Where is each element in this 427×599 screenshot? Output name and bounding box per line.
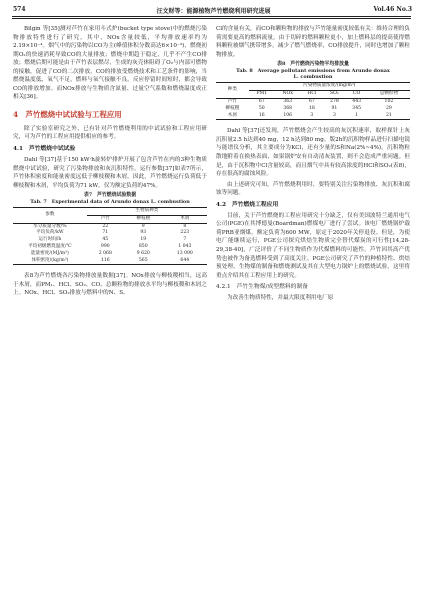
table-caption-en: Tab. 8 Average pollutant emissions from Arundo donax xyxy=(236,67,390,74)
paragraph: 为改善生物质特性，并最大限度利用电厂原 xyxy=(227,295,334,302)
table-cell: 29 xyxy=(385,105,392,111)
header-rule xyxy=(12,16,411,17)
paragraph: Dahl 等[37]还发现，芦竹燃烧会产生较高的灰沉积速率，取样探针上灰沉积量2.5 h达到40 mg，12 h达到80 mg。版2h的沉积物样品进行扫描电镜与能谱仪分析，其主要成分为KCl，还有少量的S和Na(2%~4%)。沉积物粒散地附着在换热表面，如果锅炉安有自动清灰装置，则不会造成严重问题。但是，由于沉积物中Cl含量较高，而且烟气中具有较高浓度的HCl和SO₂(表8)，存在很高的腐蚀风险。 xyxy=(216,128,410,178)
table-cell: 223 xyxy=(180,230,190,236)
table-caption-en: Tab. 7 Experimental data of Arundo donax L. combustion xyxy=(30,198,190,205)
table-cell: 91 xyxy=(331,105,338,111)
table-cell: 7 xyxy=(183,237,187,243)
table-cell xyxy=(124,264,163,265)
table-cell: 13 090 xyxy=(176,250,193,256)
table-caption: 表7 芦竹燃烧试验数据 xyxy=(83,192,137,199)
table-header: 生物质种类 xyxy=(87,208,207,216)
paragraph: 表8为芦竹燃烧各污染物排放量数据[37]。NOx排放与柳枝稷相当，远高于木屑，而PM₁、HCl、SO₂、CO、总颗粒物的排放水平均与柳枝稷和木屑之上。NOx、HCl、SO₂排放与燃料中的N、S、 xyxy=(13,273,207,297)
table-cell: 19 xyxy=(140,237,147,243)
table-cell: 1 xyxy=(355,112,359,118)
table-cell: 3 xyxy=(310,112,314,118)
table-header: 种类 xyxy=(227,87,237,93)
table-header: 污染物质量浓度/(mg/m³) xyxy=(249,83,410,91)
table-cell: 8 xyxy=(183,223,187,229)
table-row xyxy=(13,258,207,265)
table-cell: 565 xyxy=(138,257,148,263)
table-8 xyxy=(216,82,410,120)
table-header: NOx xyxy=(282,91,293,97)
table-cell: 木屑 xyxy=(227,112,237,118)
paragraph: 由上述研究可知，芦竹燃烧利用时，要特别关注污染物排放、灰沉积和腐蚀等问题。 xyxy=(216,181,410,197)
table-cell xyxy=(163,264,207,265)
table-cell: 443 xyxy=(352,99,362,104)
subsection-heading: 4.1 芦竹燃烧中试试验 xyxy=(13,146,76,153)
table-cell: 18 xyxy=(308,105,315,111)
table-cell: 67 xyxy=(258,99,265,104)
table-cell: 67 xyxy=(308,99,315,104)
table-header: CO xyxy=(353,91,361,97)
subsection-heading: 4.2 芦竹燃烧工程应用 xyxy=(216,201,279,208)
table-cell: 45 xyxy=(102,237,109,243)
table-cell: 1 043 xyxy=(178,244,192,249)
paragraph: Bilgin 等[35]测对芦竹在家用斗式炉(bucket type stove)中的燃烧污染物排放特性进行了研究。其中，NOx含量较低，平均排放速率约为2.19×10⁻⁴。烟气中的污染物以CO为主(峰值体积分数高达6×10⁻³)，燃烧初期O₂的快速消耗导致CO的大量排放；燃烧中期趋于稳定，几乎不产生CO排放；燃烧后期可能是由于芦竹表层燃尽，生成的灰壳体阻碍了O₂与内部可燃物的接触，促进了CO的二次排放。CO的排放受燃烧技术和工艺条件的影响，当燃烧温度低、氧气不足，燃料与氧气接触不良，反应停留时间短时，都会导致CO的排放增加。而NOx排放与生物质含氮量、过量空气系数和燃烧温度成正相关[36]。 xyxy=(13,26,207,101)
table-cell xyxy=(87,264,124,265)
table-cell: 21 xyxy=(385,112,392,118)
table-cell: 水分质量分数/% xyxy=(33,223,67,229)
table-7 xyxy=(13,207,207,265)
table-cell: 2 068 xyxy=(98,250,112,256)
table-header: PM1 xyxy=(256,91,268,97)
table-cell: 平均负荷/kW xyxy=(36,230,64,236)
header-rule-double xyxy=(12,18,411,19)
table-cell: 体积密度/(kg/m³) xyxy=(31,257,69,263)
table-cell: 平均初级燃烧温度/℃ xyxy=(28,244,72,249)
table-cell: 3 xyxy=(332,112,336,118)
table-cell: 116 xyxy=(100,257,110,263)
table-cell: 50 xyxy=(258,105,265,111)
table-cell: 柳枝稷 xyxy=(225,105,240,111)
paragraph: 目前，关于芦竹燃烧的工程应用研究十分缺乏，仅有美国波特兰通用电气公司(PGE)在其博德曼(Boardman)燃煤电厂进行了尝试。该电厂燃烧锅炉载荷PRB亚烟煤，额定负荷为600 MW，原定于2020年关停退役。但是，为使电厂能继续运行，PGE公司探究烘焙生物质完全替代煤炭的可行性[14,28-29,38-40]，广泛评价了不同生物质作为代煤燃料的可能性。芦竹因其高产优势也被作为备选燃料受到了高度关注。PGE公司研究了芦竹的种植特性、烘焙预处理、生物煤的制备和燃烧测试及其在大型电力锅炉上的燃烧试验，这里将重点介绍其在工程应用上的研究。 xyxy=(216,212,410,279)
table-cell xyxy=(13,264,87,265)
table-caption-en-cont: L. combustion xyxy=(293,74,333,80)
subsubsection-heading: 4.2.1 芦竹生物煤/成型燃料的制备 xyxy=(216,284,309,291)
table-header: 木屑 xyxy=(180,215,190,221)
table-cell: 16 xyxy=(258,112,265,118)
table-header: HCl xyxy=(307,91,317,97)
table-cell: 345 xyxy=(352,105,362,111)
volume-info: Vol.46 No.3 xyxy=(373,6,412,13)
table-cell: 9 xyxy=(141,223,145,229)
table-cell: 106 xyxy=(283,112,293,118)
table-cell: 278 xyxy=(330,99,339,104)
right-column xyxy=(216,25,410,305)
table-cell: 102 xyxy=(384,99,394,104)
table-cell: 644 xyxy=(180,257,190,263)
page-number: 574 xyxy=(13,6,26,13)
paragraph: Cl的含量有关，而CO和颗粒物的排放与芦竹能量密度较低有关：维持合理的负荷需要更高的燃料流量，由于切碎的燃料颗粒更小，加上燃料层的提高使得燃料颗粒被烟气携带增多，减少了燃气燃烧率，CO排放提升，同时也增加了颗粒物排放。 xyxy=(216,26,410,58)
table-header: 芦竹 xyxy=(100,215,110,221)
running-title: 汪文财等：能源植物芦竹燃烧利用研究进展 xyxy=(156,8,271,15)
table-cell: 能量密度/(MJ/m³) xyxy=(30,250,69,256)
table-cell: 9 620 xyxy=(136,250,150,256)
table-cell: 93 xyxy=(140,230,147,236)
section-heading: 4 芦竹燃烧中试试验与工程应用 xyxy=(13,109,122,119)
table-row xyxy=(216,99,410,106)
table-cell: 芦竹 xyxy=(227,99,237,104)
table-header: 总颗粒物 xyxy=(379,91,399,97)
table-row xyxy=(13,244,207,251)
table-row xyxy=(13,264,207,265)
table-caption: 表8 芦竹燃烧污染物平均排放量 xyxy=(277,61,349,68)
table-row xyxy=(216,106,410,113)
table-cell: 22 xyxy=(102,223,109,229)
table-row xyxy=(13,251,207,258)
table-cell: 71 xyxy=(102,230,109,236)
table-cell: 368 xyxy=(283,105,293,111)
table-cell: 990 xyxy=(100,244,110,249)
paragraph: Dahl 等[37]基于150 kW·h旋转炉排炉开展了包含芦竹在内的3种生物质燃烧中试试验，研究了污染物排放和灰沉积特性。运行参数[37]如表7所示，芦竹体积密度和能量密度远低于柳枝稷和木屑，因此，芦竹燃烧运行负荷低于柳枝稷和木屑，平均负荷为71 kW，仅为额定负荷的47%。 xyxy=(13,157,207,189)
table-row xyxy=(216,113,410,120)
paragraph: 除了实验室研究之外，已有针对芦竹燃烧利用的中试试验和工程应用研究，可为芦竹的工程应用提供相应的参考。 xyxy=(13,125,207,141)
table-cell: 运行时间/h xyxy=(38,237,62,243)
table-cell: 850 xyxy=(138,244,148,249)
left-column xyxy=(13,25,207,300)
table-cell: 363 xyxy=(283,99,293,104)
table-header: 参数 xyxy=(45,211,55,217)
table-header: 柳枝稷 xyxy=(136,215,151,221)
table-header: SO₂ xyxy=(330,91,339,97)
table-row xyxy=(13,237,207,244)
